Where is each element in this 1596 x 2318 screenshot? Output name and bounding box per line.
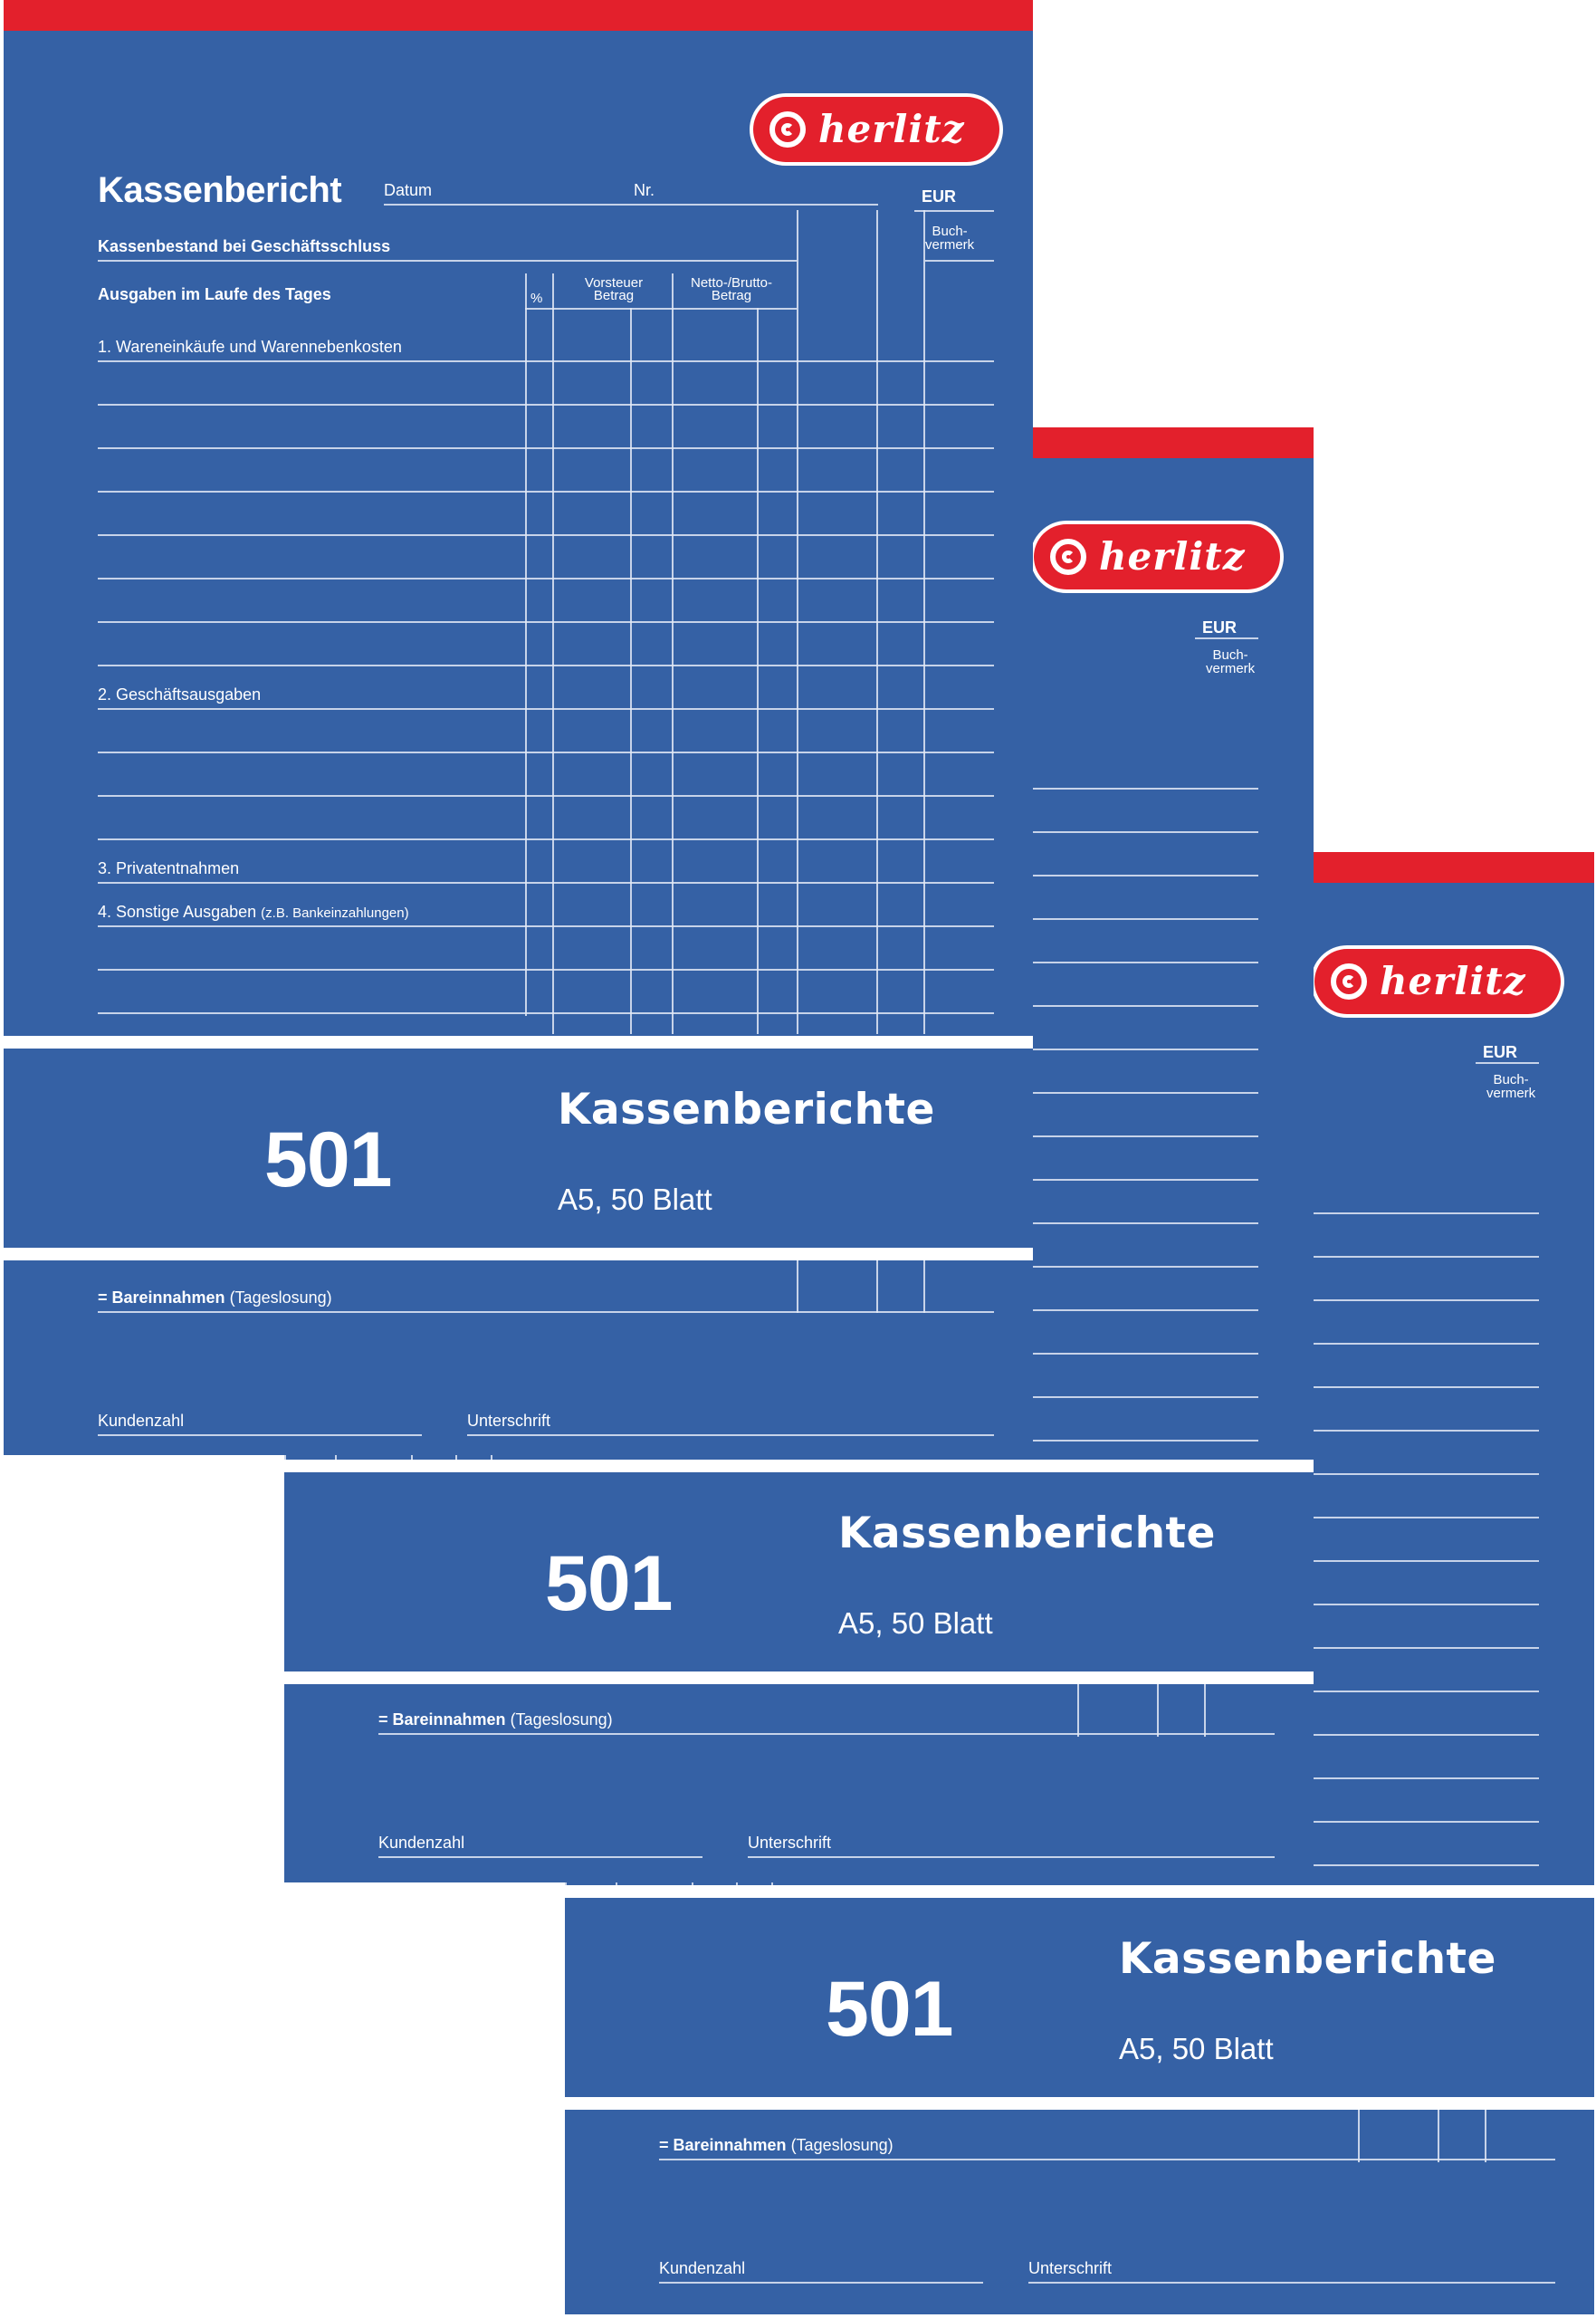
bareinnahmen-row (378, 1711, 613, 1728)
bareinnahmen-rule (378, 1733, 1275, 1735)
vorsteuer-header: Vorsteuer Betrag (584, 275, 644, 303)
section-sonstige-ausgaben (98, 904, 409, 920)
currency-label: EUR (922, 187, 957, 206)
col-line (525, 273, 527, 1016)
ruled-line (98, 360, 994, 362)
label-band-bottom-edge (565, 2097, 1594, 2110)
ruled-line (98, 795, 994, 797)
section-geschaeftsausgaben: 2. Geschäftsausgaben (98, 685, 262, 704)
label-band-top-edge (4, 1036, 1033, 1049)
herlitz-logo (1314, 949, 1561, 1014)
kundenzahl-rule (659, 2282, 983, 2284)
form-pad-middle-lower (284, 1460, 1314, 1882)
ruled-line (98, 882, 994, 884)
kassenbestand-label: Kassenbestand bei Geschäftsschluss (98, 237, 391, 255)
currency-label: EUR (1483, 1043, 1518, 1061)
kassenbestand-rule (98, 260, 797, 262)
section-wareneinkaeufe: 1. Wareneinkäufe und Warennebenkosten (98, 338, 402, 356)
col-line (672, 273, 674, 1034)
ruled-line (98, 491, 994, 493)
ruled-line (98, 665, 994, 666)
product-number: 501 (264, 1116, 392, 1203)
ruled-line (98, 969, 994, 971)
buchvermerk-label: Buch- vermerk (1206, 647, 1256, 676)
product-format: A5, 50 Blatt (1119, 2032, 1274, 2065)
form-title: Kassenbericht (98, 170, 342, 210)
product-format: A5, 50 Blatt (558, 1183, 712, 1216)
bareinnahmen-rule (659, 2159, 1555, 2160)
product-label-band (565, 1898, 1594, 2097)
form-footer-area (565, 2110, 1594, 2314)
kundenzahl-label: Kundenzahl (378, 1834, 465, 1852)
form-pad-front (4, 0, 1033, 1455)
ruled-line (98, 404, 994, 406)
label-band-top-edge (284, 1460, 1314, 1472)
ausgaben-label: Ausgaben im Laufe des Tages (98, 285, 331, 303)
ruled-line (98, 447, 994, 449)
kundenzahl-label: Kundenzahl (659, 2259, 746, 2277)
kundenzahl-label: Kundenzahl (98, 1412, 185, 1430)
eur-rule (1476, 1062, 1539, 1064)
columns-header-rule (525, 308, 797, 310)
ruled-line (98, 708, 994, 710)
nr-label: Nr. (634, 181, 655, 199)
section-sonstige-note: (z.B. Bankeinzahlungen) (261, 905, 409, 921)
col-line (1438, 2110, 1439, 2162)
product-label-band (4, 1049, 1033, 1248)
kundenzahl-rule (98, 1434, 422, 1436)
ruled-line (98, 752, 994, 753)
logo-wordmark: herlitz (1099, 534, 1246, 579)
header-rule (384, 204, 878, 206)
product-number: 501 (545, 1540, 673, 1627)
product-name: Kassenberichte (1119, 1934, 1496, 1984)
eur-rule (914, 210, 994, 212)
ruled-line (98, 925, 994, 927)
product-name: Kassenberichte (558, 1085, 935, 1135)
product-format: A5, 50 Blatt (838, 1606, 993, 1640)
buchvermerk-label: Buch- vermerk (925, 224, 975, 253)
logo-wordmark: herlitz (818, 107, 965, 151)
herlitz-mark-icon (1331, 963, 1367, 1000)
section-sonstige-label: 4. Sonstige Ausgaben (98, 903, 257, 921)
col-line (552, 273, 554, 1034)
logo-wordmark: herlitz (1380, 959, 1526, 1003)
col-line (1485, 2110, 1486, 2162)
col-line (1157, 1684, 1159, 1737)
percent-header: % (530, 291, 543, 306)
col-line (876, 1260, 878, 1313)
bareinnahmen-row (98, 1289, 332, 1306)
label-band-bottom-edge (284, 1671, 1314, 1684)
unterschrift-rule (1028, 2282, 1555, 2284)
bareinnahmen-label: = Bareinnahmen (98, 1288, 225, 1307)
label-band-top-edge (565, 1885, 1594, 1898)
product-label-band (284, 1472, 1314, 1671)
eur-rule (1195, 637, 1258, 639)
buchvermerk-label: Buch- vermerk (1486, 1072, 1536, 1101)
unterschrift-label: Unterschrift (1028, 2259, 1113, 2277)
col-line (1358, 2110, 1360, 2162)
col-line (923, 1260, 925, 1313)
col-line (1204, 1684, 1206, 1737)
bareinnahmen-row (659, 2137, 894, 2153)
product-number: 501 (826, 1966, 953, 2053)
ruled-line (98, 1012, 994, 1014)
buch-rule (925, 260, 994, 262)
ruled-line (98, 578, 994, 580)
herlitz-logo (753, 97, 999, 162)
herlitz-mark-icon (769, 111, 806, 148)
unterschrift-rule (467, 1434, 994, 1436)
product-name: Kassenberichte (838, 1509, 1216, 1558)
bareinnahmen-label: = Bareinnahmen (659, 2136, 787, 2154)
unterschrift-label: Unterschrift (467, 1412, 551, 1430)
ruled-line (98, 621, 994, 623)
unterschrift-label: Unterschrift (748, 1834, 832, 1852)
bareinnahmen-label: = Bareinnahmen (378, 1710, 506, 1729)
ruled-line (98, 534, 994, 536)
currency-label: EUR (1202, 618, 1238, 637)
col-line (797, 1260, 798, 1313)
bareinnahmen-rule (98, 1311, 994, 1313)
bareinnahmen-note: (Tageslosung) (229, 1288, 332, 1307)
col-line (1077, 1684, 1079, 1737)
unterschrift-rule (748, 1856, 1275, 1858)
top-red-strip (4, 0, 1033, 31)
section-privatentnahmen: 3. Privatentnahmen (98, 859, 240, 877)
netto-brutto-header: Netto-/Brutto- Betrag (690, 275, 773, 303)
kundenzahl-rule (378, 1856, 702, 1858)
herlitz-logo (1034, 524, 1280, 589)
datum-label: Datum (384, 181, 433, 199)
ruled-line (98, 838, 994, 840)
form-footer-area (284, 1684, 1314, 1882)
herlitz-mark-icon (1050, 539, 1086, 575)
bareinnahmen-note: (Tageslosung) (790, 2136, 894, 2154)
bareinnahmen-note: (Tageslosung) (510, 1710, 613, 1729)
form-pad-back-lower (565, 1885, 1594, 2318)
label-band-bottom-edge (4, 1248, 1033, 1260)
